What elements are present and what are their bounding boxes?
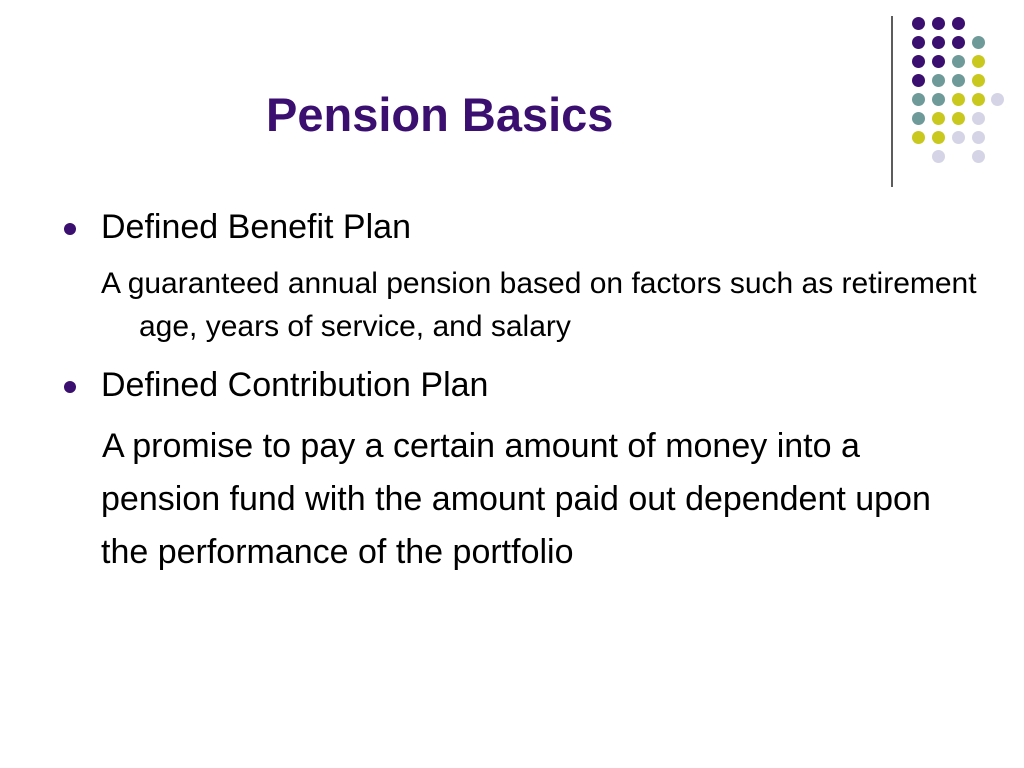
decorative-dot (952, 74, 965, 87)
decorative-dot (912, 74, 925, 87)
decorative-dot (912, 131, 925, 144)
decorative-dot (912, 55, 925, 68)
decorative-dot (932, 150, 945, 163)
decorative-dot (972, 112, 985, 125)
decorative-dot (991, 93, 1004, 106)
decorative-dot (932, 36, 945, 49)
decorative-dot (932, 74, 945, 87)
bullet-description: A promise to pay a certain amount of money into a pension fund with the amount paid out dependent upon the performance of the portfolio (101, 427, 931, 571)
slide-title: Pension Basics (266, 88, 614, 141)
decorative-dot (932, 17, 945, 30)
decorative-dot (952, 55, 965, 68)
decorative-dot (972, 55, 985, 68)
decorative-dot (972, 150, 985, 163)
decorative-dot (912, 17, 925, 30)
decorative-dot (912, 36, 925, 49)
decorative-dot (912, 112, 925, 125)
decorative-dot (972, 131, 985, 144)
decorative-dot (952, 131, 965, 144)
bullet-icon (64, 223, 76, 235)
bullet-heading: Defined Benefit Plan (101, 208, 411, 246)
decorative-dot (952, 112, 965, 125)
bullet-heading: Defined Contribution Plan (101, 366, 489, 404)
decorative-dot (932, 131, 945, 144)
decorative-dot (952, 93, 965, 106)
decorative-dot (972, 36, 985, 49)
decorative-dot (952, 36, 965, 49)
decorative-dot (932, 93, 945, 106)
decorative-dot (972, 74, 985, 87)
decorative-dot (932, 55, 945, 68)
decorative-dot (972, 93, 985, 106)
vertical-divider (891, 16, 893, 187)
bullet-icon (64, 381, 76, 393)
decorative-dot (932, 112, 945, 125)
decorative-dot (952, 17, 965, 30)
decorative-dot (912, 93, 925, 106)
bullet-description: A guaranteed annual pension based on factors such as retirement age, years of service, and salary (101, 267, 977, 343)
